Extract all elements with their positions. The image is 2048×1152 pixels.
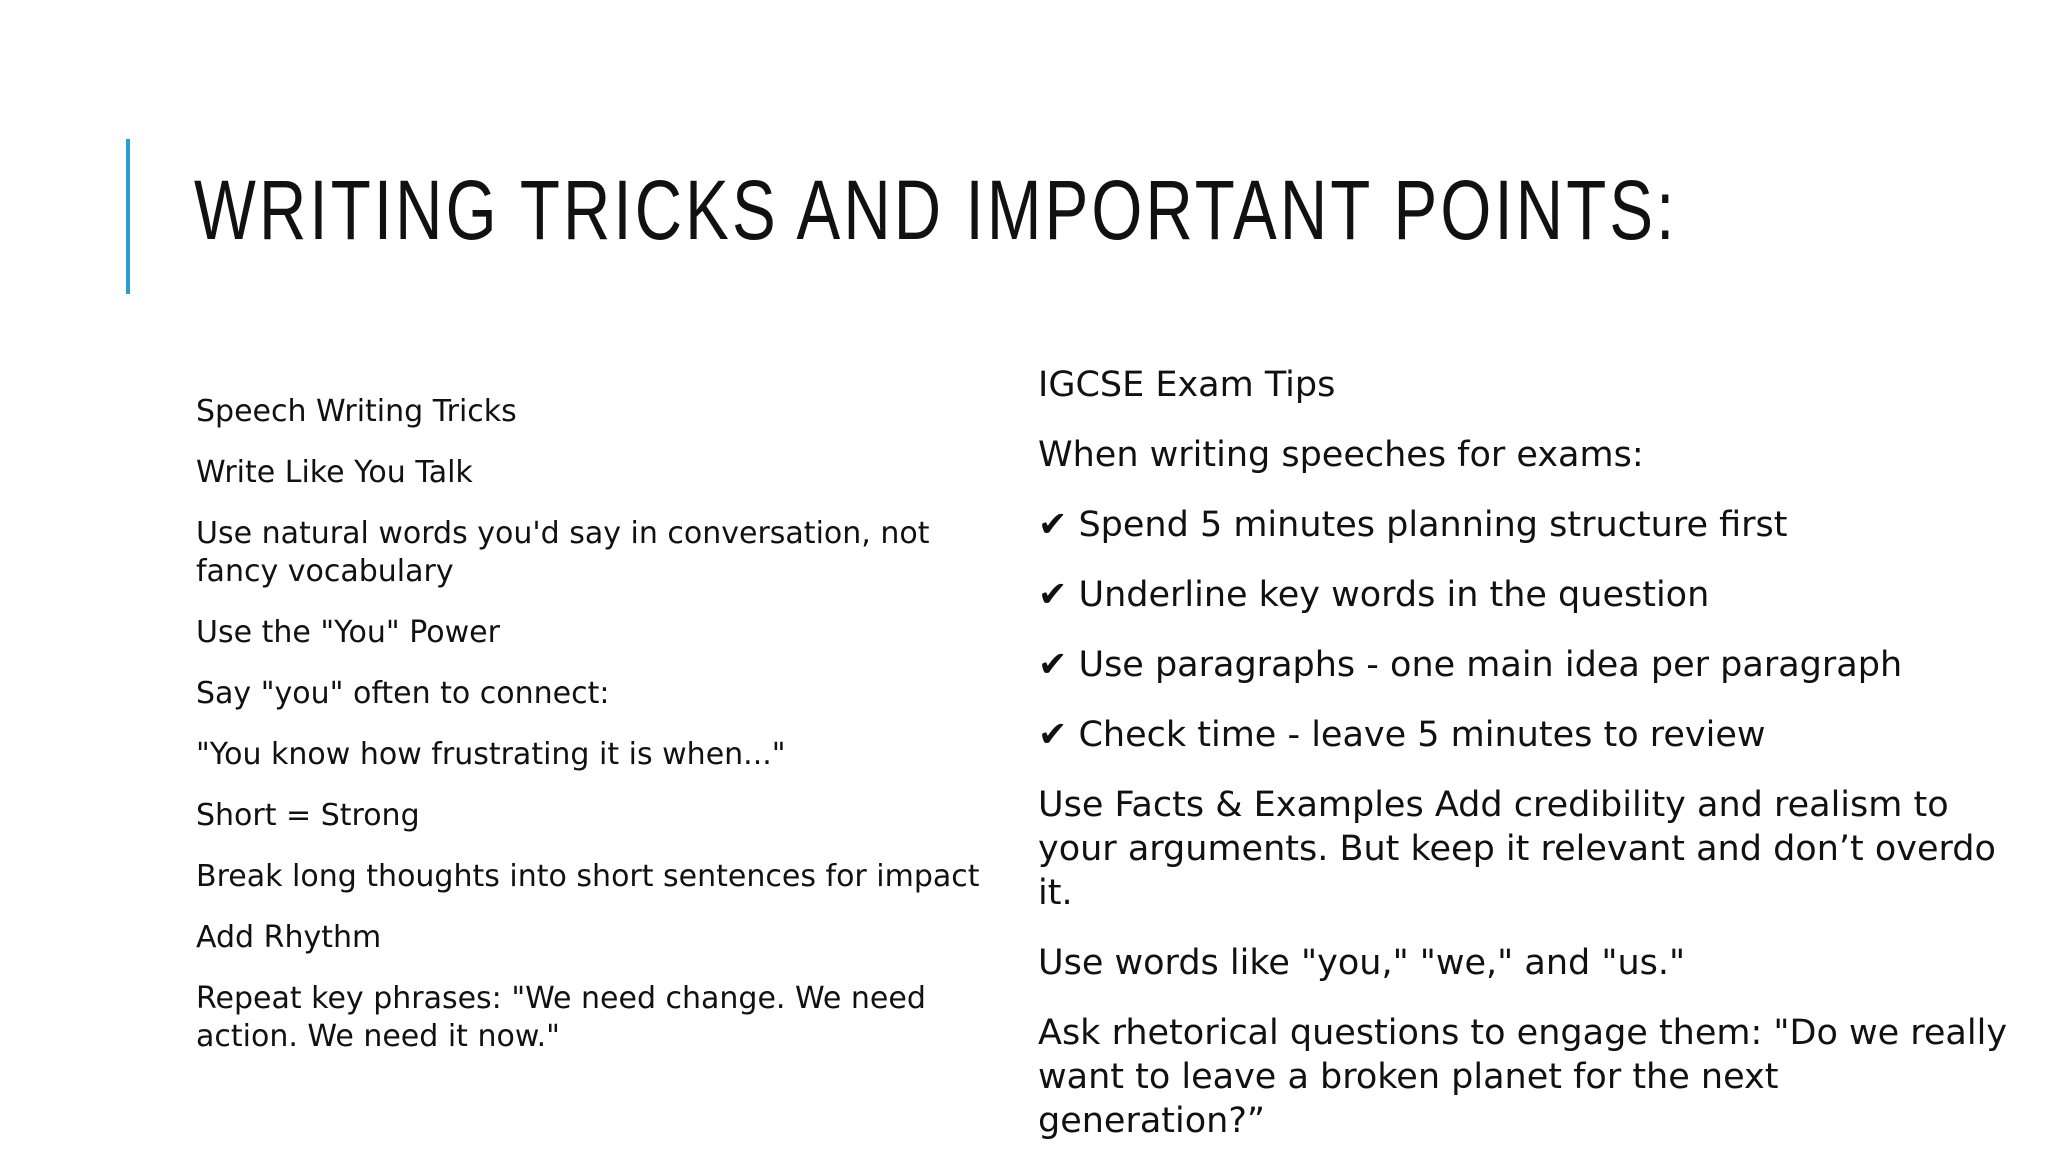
checklist-item: ✔ Underline key words in the question <box>1038 575 1710 615</box>
checklist-item: ✔ Use paragraphs - one main idea per paragraph <box>1038 645 1903 685</box>
left-paragraph: Say "you" often to connect: <box>196 676 610 711</box>
right-paragraph: Ask rhetorical questions to engage them: "Do we really want to leave a broken planet for the next generation?” <box>1038 1013 2008 1141</box>
left-paragraph: Use natural words you'd say in conversation, not fancy vocabulary <box>196 516 930 589</box>
left-paragraph: Use the "You" Power <box>196 615 500 650</box>
slide-title: WRITING TRICKS AND IMPORTANT POINTS: <box>194 163 1678 257</box>
left-column <box>196 393 996 1079</box>
left-paragraph: Add Rhythm <box>196 920 382 955</box>
right-paragraph: Use Facts & Examples Add credibility and realism to your arguments. But keep it relevant and don’t overdo it. <box>1038 785 1996 913</box>
left-paragraph: Write Like You Talk <box>196 455 473 490</box>
checklist-item: ✔ Check time - leave 5 minutes to review <box>1038 715 1766 755</box>
title-accent-bar <box>126 139 130 294</box>
left-paragraph: Repeat key phrases: "We need change. We need action. We need it now." <box>196 981 926 1054</box>
right-column <box>1038 363 2008 1152</box>
right-paragraph: When writing speeches for exams: <box>1038 435 1644 475</box>
right-paragraph: IGCSE Exam Tips <box>1038 365 1336 405</box>
checklist-item: ✔ Spend 5 minutes planning structure first <box>1038 505 1788 545</box>
right-paragraph: Use words like "you," "we," and "us." <box>1038 943 1686 983</box>
left-paragraph: Break long thoughts into short sentences for impact <box>196 859 980 894</box>
left-paragraph: Short = Strong <box>196 798 420 833</box>
left-paragraph: Speech Writing Tricks <box>196 394 517 429</box>
left-paragraph: "You know how frustrating it is when..." <box>196 737 786 772</box>
